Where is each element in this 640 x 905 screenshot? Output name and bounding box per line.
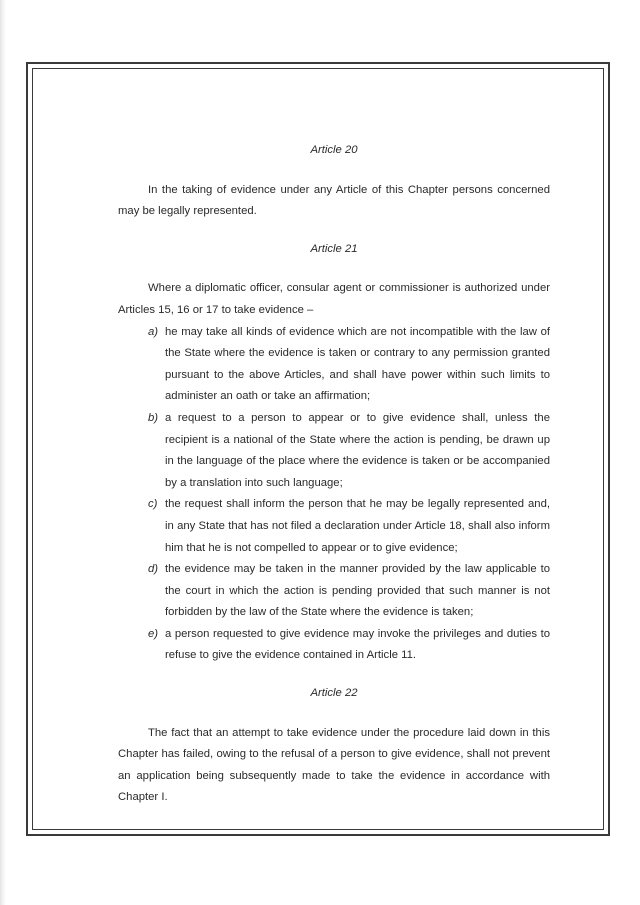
article-heading: Article 21	[310, 242, 358, 255]
list-item	[118, 559, 550, 624]
article-paragraph: In the taking of evidence under any Article of this Chapter persons concerned may be legally represented.	[118, 183, 550, 218]
item-marker: a)	[148, 325, 159, 338]
item-text: a request to a person to appear or to give evidence shall, unless the recipient is a national of the State where the action is pending, be drawn up in the language of the place where the evidence is taken or be accompanied by a translation into such language;	[165, 411, 550, 489]
article-paragraph: Where a diplomatic officer, consular agent or commissioner is authorized under Articles 15, 16 or 17 to take evidence –	[118, 282, 550, 316]
list-item	[118, 624, 550, 667]
list-item	[118, 494, 550, 559]
article-paragraph: The fact that an attempt to take evidence under the procedure laid down in this Chapter has failed, owing to the refusal of a person to give evidence, shall not prevent an application being subsequently made to take the evidence in accordance with Chapter I.	[118, 726, 550, 804]
article-22	[118, 683, 550, 809]
page-edge-shadow	[0, 0, 6, 905]
item-text: a person requested to give evidence may invoke the privileges and duties to refuse to give the evidence contained in Article 11.	[165, 627, 550, 662]
item-text: the request shall inform the person that he may be legally represented and, in any State that has not filed a declaration under Article 18, shall also inform him that he is not compelled to appear or to give evidence;	[165, 498, 550, 554]
article-20	[118, 140, 550, 223]
article-item-list	[118, 322, 550, 668]
list-item	[118, 408, 550, 494]
document-body	[118, 140, 550, 809]
article-heading: Article 20	[310, 144, 358, 156]
item-marker: b)	[148, 411, 159, 424]
article-21	[118, 239, 550, 667]
item-text: the evidence may be taken in the manner provided by the law applicable to the court in which the action is pending provided that such manner is not forbidden by the law of the State where the evidence is taken;	[165, 563, 550, 619]
item-marker: e)	[148, 627, 159, 640]
item-text: he may take all kinds of evidence which are not incompatible with the law of the State where the evidence is taken or contrary to any permission granted pursuant to the above Articles, and shall have power within such limits to administer an oath or take an affirmation;	[165, 325, 550, 403]
article-heading: Article 22	[310, 687, 358, 700]
list-item	[118, 322, 550, 408]
item-marker: c)	[148, 498, 158, 511]
item-marker: d)	[148, 563, 159, 576]
